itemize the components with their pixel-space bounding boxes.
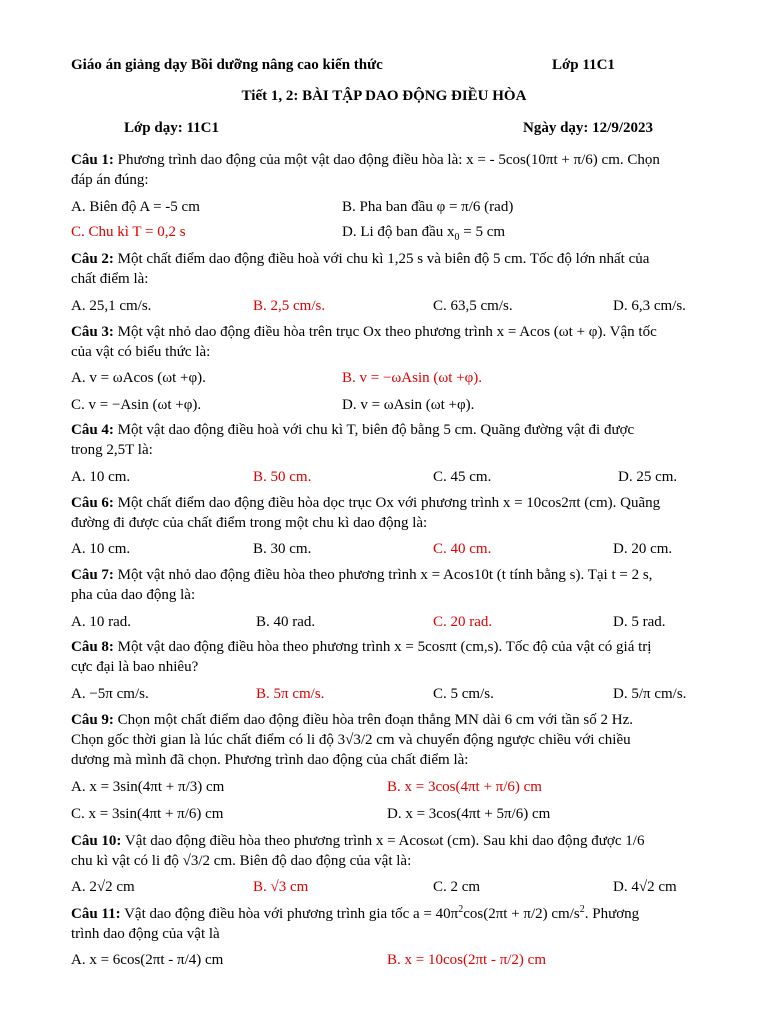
question-text: Vật dao động điều hòa với phương trình gia tốc a = 40π xyxy=(120,906,459,922)
question-text: Một chất điểm dao động điều hòa dọc trục Ox với phương trình x = 10cos2πt (cm). Quãng xyxy=(113,495,661,511)
question-label: Câu 9: xyxy=(71,712,114,728)
question-text: . Phương xyxy=(584,906,640,922)
option-d: D. 20 cm. xyxy=(613,541,673,557)
option-b: B. 40 rad. xyxy=(256,614,316,630)
option-b-correct: B. x = 10cos(2πt - π/2) cm xyxy=(387,952,547,968)
option-a: A. 10 cm. xyxy=(71,541,131,557)
option-b-correct: B. x = 3cos(4πt + π/6) cm xyxy=(387,779,542,795)
option-b-correct: B. √3 cm xyxy=(253,879,309,895)
option-c-correct: C. 20 rad. xyxy=(433,614,493,630)
question-1-line1 xyxy=(71,151,660,169)
option-d: D. 6,3 cm/s. xyxy=(613,298,686,314)
question-label: Câu 1: xyxy=(71,152,114,168)
option-d: D. 5/π cm/s. xyxy=(613,686,687,702)
question-6-line1 xyxy=(71,494,660,512)
question-7-line2: pha của dao động là: xyxy=(71,587,196,603)
question-8-line2: cực đại là bao nhiêu? xyxy=(71,659,199,675)
question-label: Câu 10: xyxy=(71,833,122,849)
question-10-line2: chu kì vật có li độ √3/2 cm. Biên độ dao động của vật là: xyxy=(71,853,412,869)
question-text: Một vật dao động điều hòa theo phương trình x = 5cosπt (cm,s). Tốc độ của vật có giá trị xyxy=(113,639,652,655)
question-11-line2: trình dao động của vật là xyxy=(71,926,220,942)
question-text: Phương trình dao động của một vật dao động điều hòa là: x = - 5cos(10πt + π/6) cm. Chọn xyxy=(113,152,660,168)
question-text: Vật dao động điều hòa theo phương trình x = Acosωt (cm). Sau khi dao động được 1/6 xyxy=(121,833,645,849)
option-a: A. 2√2 cm xyxy=(71,879,135,895)
question-7-line1 xyxy=(71,566,652,584)
question-text: Một chất điểm dao động điều hoà với chu kì 1,25 s và biên độ 5 cm. Tốc độ lớn nhất của xyxy=(113,251,650,267)
option-b-correct: B. 2,5 cm/s. xyxy=(253,298,326,314)
question-2-line1 xyxy=(71,250,649,268)
option-d: D. 4√2 cm xyxy=(613,879,677,895)
question-label: Câu 8: xyxy=(71,639,114,655)
question-3-line2: của vật có biểu thức là: xyxy=(71,344,211,360)
option-a: A. Biên độ A = -5 cm xyxy=(71,199,200,215)
header-class: Lớp 11C1 xyxy=(552,57,615,73)
question-text: Một vật dao động điều hoà với chu kì T, biên độ bằng 5 cm. Quãng đường vật đi được xyxy=(113,422,635,438)
option-a: A. x = 6cos(2πt - π/4) cm xyxy=(71,952,224,968)
option-d-text-end: = 5 cm xyxy=(459,224,506,240)
question-3-line1 xyxy=(71,323,657,341)
option-c: C. 2 cm xyxy=(433,879,481,895)
superscript: 2 xyxy=(579,904,585,915)
question-text: cos(2πt + π/2) cm/s xyxy=(463,906,580,922)
question-label: Câu 11: xyxy=(71,906,121,922)
superscript: 2 xyxy=(458,904,464,915)
option-d: D. 5 rad. xyxy=(613,614,666,630)
question-label: Câu 2: xyxy=(71,251,114,267)
option-d xyxy=(342,223,505,241)
question-text: Chọn một chất điểm dao động điều hòa trên đoạn thẳng MN dài 6 cm với tần số 2 Hz. xyxy=(113,712,634,728)
option-a: A. 25,1 cm/s. xyxy=(71,298,152,314)
question-1-line2: đáp án đúng: xyxy=(71,172,149,188)
header-left: Giáo án giảng dạy Bồi dưỡng nâng cao kiến thức xyxy=(71,57,383,73)
option-b-correct: B. 5π cm/s. xyxy=(256,686,325,702)
question-text: Một vật nhỏ dao động điều hòa trên trục Ox theo phương trình x = Acos (ωt + φ). Vận tốc xyxy=(113,324,657,340)
option-b-correct: B. 50 cm. xyxy=(253,469,312,485)
question-8-line1 xyxy=(71,638,651,656)
question-label: Câu 7: xyxy=(71,567,114,583)
question-label: Câu 4: xyxy=(71,422,114,438)
option-c-correct: C. Chu kì T = 0,2 s xyxy=(71,224,186,240)
question-6-line2: đường đi được của chất điểm trong một chu kì dao động là: xyxy=(71,515,428,531)
question-2-line2: chất điểm là: xyxy=(71,271,149,287)
option-a: A. x = 3sin(4πt + π/3) cm xyxy=(71,779,225,795)
option-a: A. −5π cm/s. xyxy=(71,686,149,702)
question-9-line3: dương mà mình đã chọn. Phương trình dao động của chất điểm là: xyxy=(71,752,469,768)
option-d-text: D. Li độ ban đầu x xyxy=(342,224,455,240)
option-c: C. 45 cm. xyxy=(433,469,492,485)
question-11-line1 xyxy=(71,905,639,923)
option-b-correct: B. v = −ωAsin (ωt +φ). xyxy=(342,370,483,386)
option-c: C. v = −Asin (ωt +φ). xyxy=(71,397,202,413)
option-c: C. 63,5 cm/s. xyxy=(433,298,513,314)
question-4-line1 xyxy=(71,421,634,439)
question-label: Câu 6: xyxy=(71,495,114,511)
question-4-line2: trong 2,5T là: xyxy=(71,442,153,458)
option-a: A. 10 rad. xyxy=(71,614,131,630)
page-title: Tiết 1, 2: BÀI TẬP DAO ĐỘNG ĐIỀU HÒA xyxy=(241,88,527,104)
question-9-line2: Chọn gốc thời gian là lúc chất điểm có li độ 3√3/2 cm và chuyển động ngược chiều với chiều xyxy=(71,732,631,748)
option-c: C. x = 3sin(4πt + π/6) cm xyxy=(71,806,224,822)
option-b: B. Pha ban đầu φ = π/6 (rad) xyxy=(342,199,514,215)
option-a: A. 10 cm. xyxy=(71,469,131,485)
option-d: D. 25 cm. xyxy=(618,469,678,485)
option-c-correct: C. 40 cm. xyxy=(433,541,492,557)
option-a: A. v = ωAcos (ωt +φ). xyxy=(71,370,206,386)
subscript: 0 xyxy=(454,232,460,243)
question-text: Một vật nhỏ dao động điều hòa theo phương trình x = Acos10t (t tính bằng s). Tại t = 2 s, xyxy=(113,567,653,583)
option-d: D. v = ωAsin (ωt +φ). xyxy=(342,397,475,413)
option-d: D. x = 3cos(4πt + 5π/6) cm xyxy=(387,806,551,822)
question-9-line1 xyxy=(71,711,633,729)
class-label: Lớp dạy: 11C1 xyxy=(124,120,219,136)
question-10-line1 xyxy=(71,832,644,850)
date-label: Ngày dạy: 12/9/2023 xyxy=(523,120,654,136)
option-c: C. 5 cm/s. xyxy=(433,686,494,702)
option-b: B. 30 cm. xyxy=(253,541,312,557)
question-label: Câu 3: xyxy=(71,324,114,340)
